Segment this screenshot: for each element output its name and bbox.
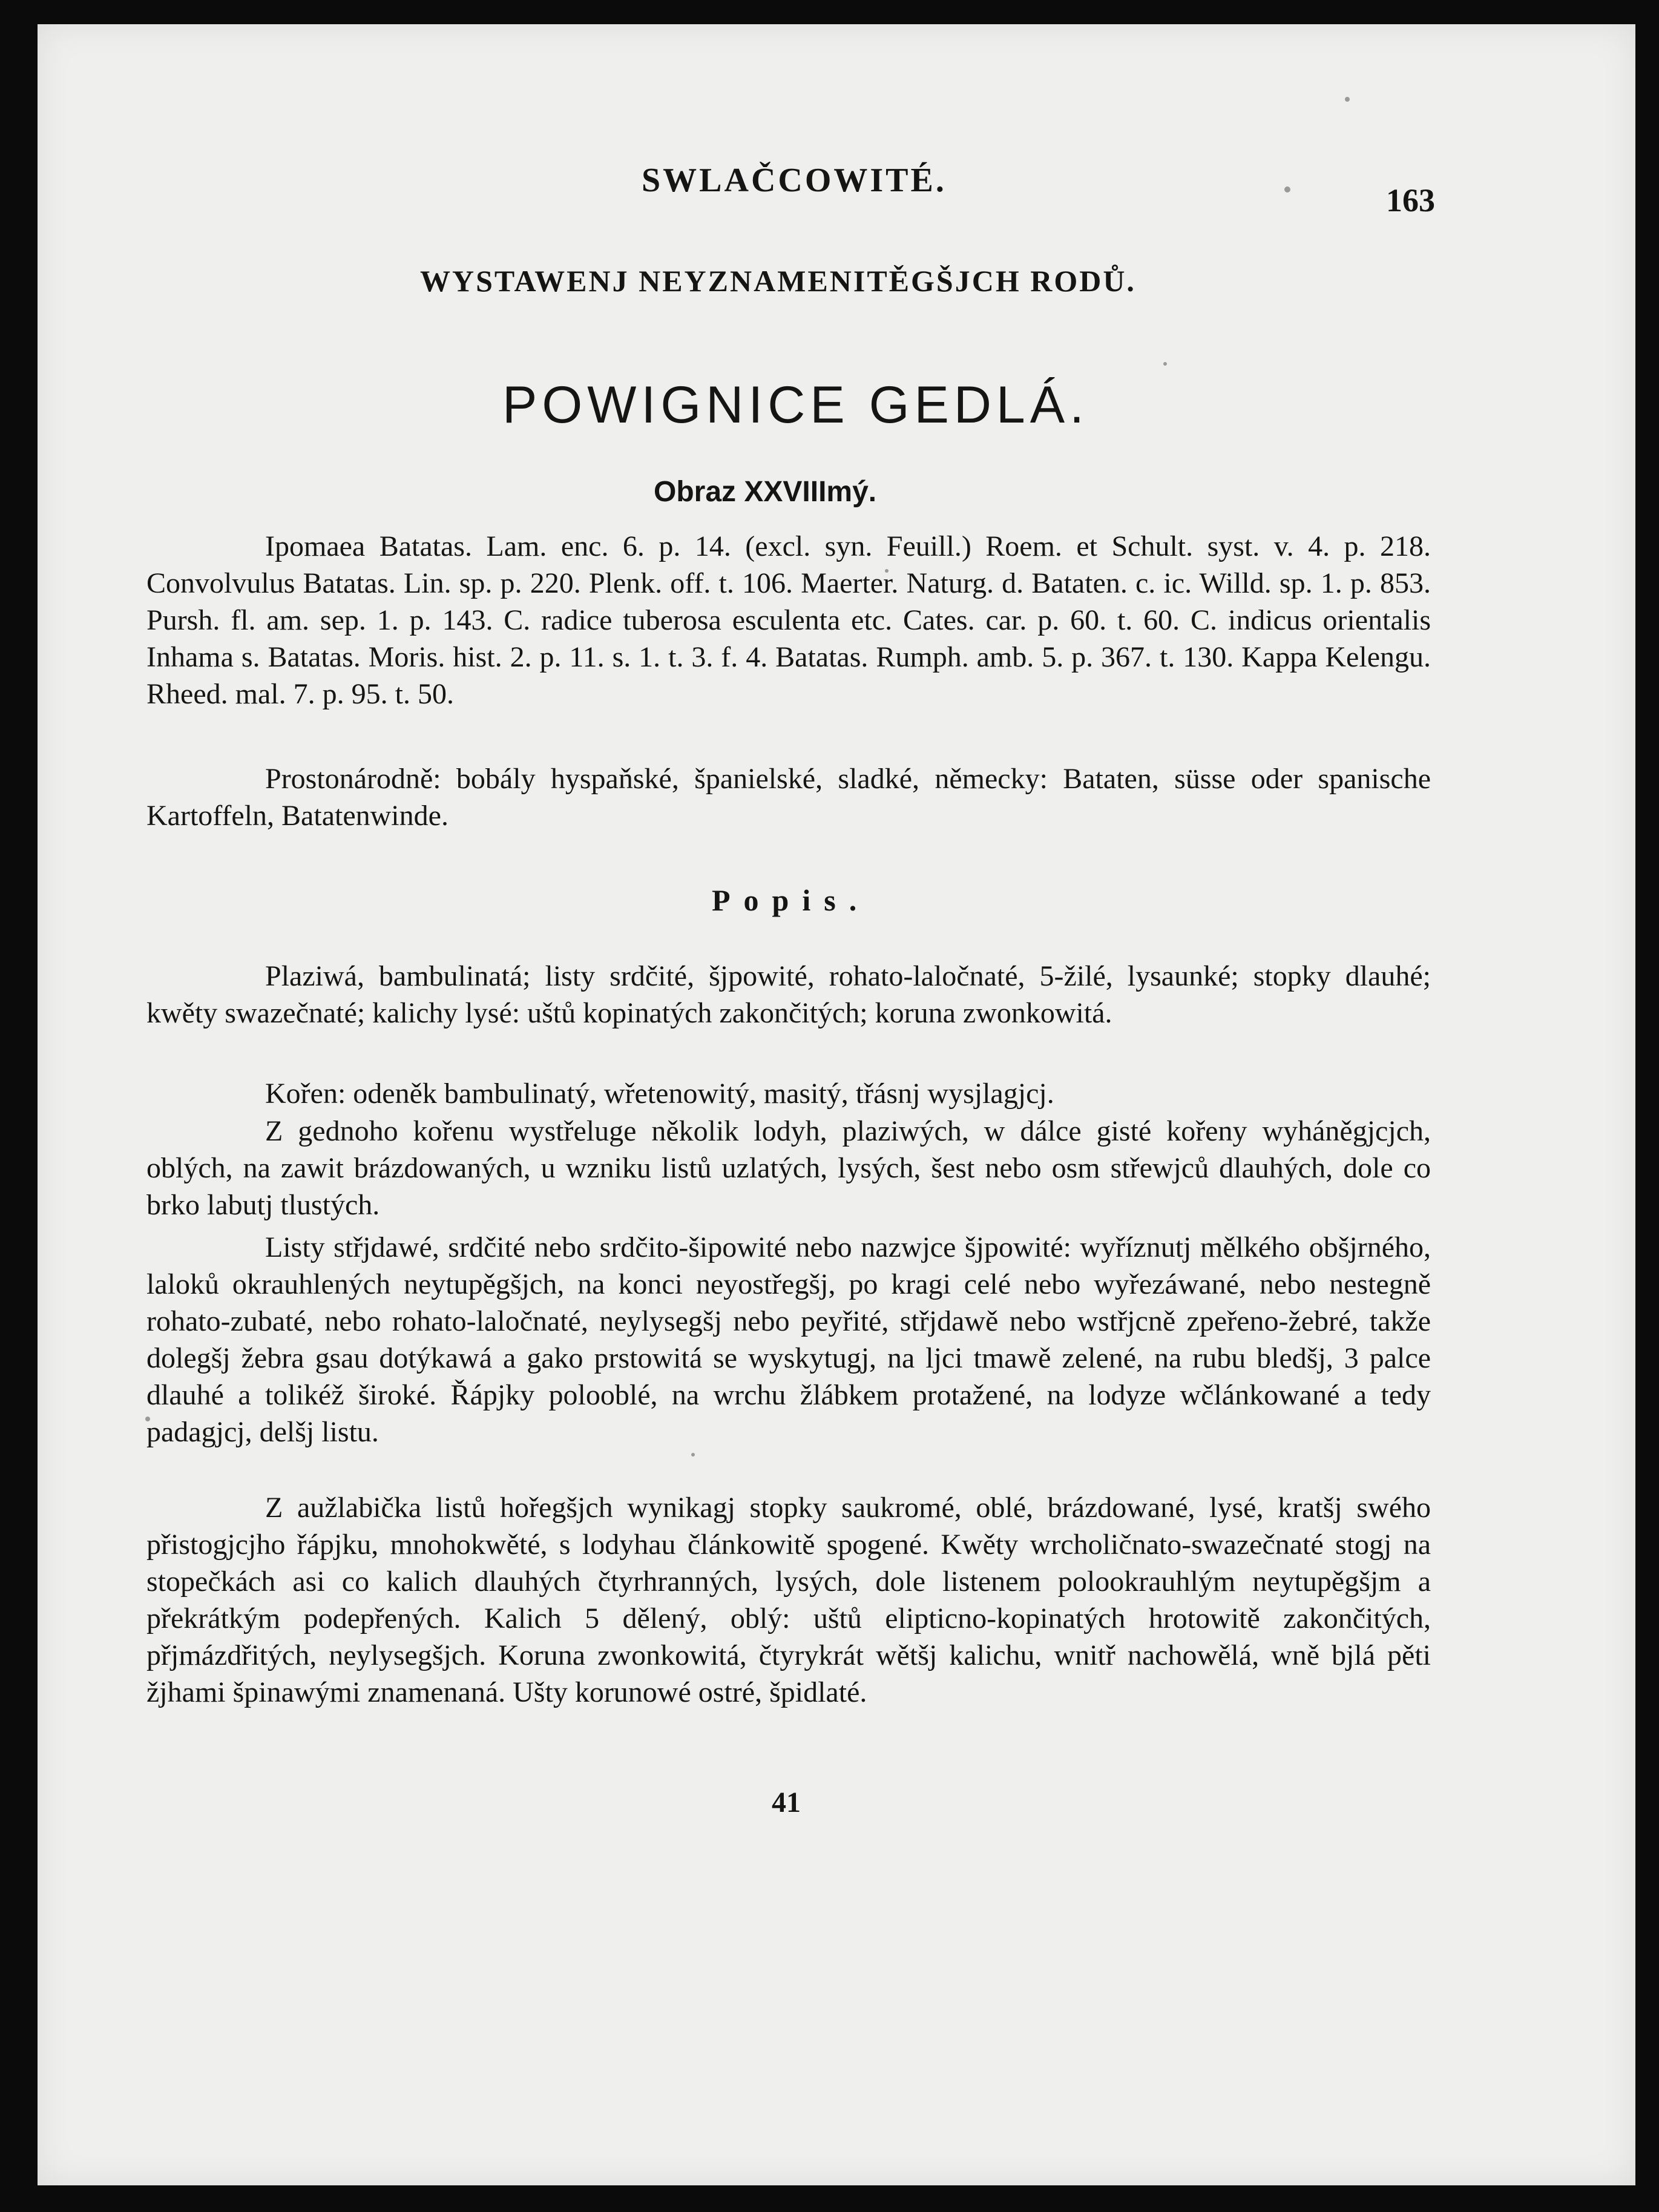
page-title: POWIGNICE GEDLÁ. [502,376,1089,434]
vernacular-names: Prostonárodně: bobály hyspaňské, španielské, sladké, německy: Bataten, süsse oder spanische Kartoffeln, Batatenwinde. [146,763,1431,832]
signature-mark: 41 [772,1786,801,1819]
running-head: SWLAČCOWITÉ. [642,162,947,199]
flowers-paragraph: Z aužlabička listů hořegšjch wynikagj stopky saukromé, oblé, brázdowané, lysé, kratšj swého přistogjcjho řápjku, mnohokwěté, s lodyhau článkowitě spogené. Kwěty wrcholičnato-swazečnaté stogj na stopečkách asi co kalich dlauhých čtyrhranných, lysých, dole listenem polookrauhlým neytupěgšjm a překrátkým podepřených. Kalich 5 dělený, oblý: uštů elipticno-kopinatých hrotowitě zakončitých, přjmázdřitých, neylysegšjch. Koruna zwonkowitá, čtyrykrát wětšj kalichu, wnitř nachowělá, wně bjlá pěti žjhami špinawými znamenaná. Ušty korunowé ostré, špidlaté. [146,1492,1431,1708]
leaves-paragraph: Listy střjdawé, srdčité nebo srdčito-šipowité nebo nazwjce šjpowité: wyříznutj mělkého obšjrného, laloků okrauhlených neytupěgšjch, na konci neyostřegšj, po kragi celé nebo wyřezáwané, nebo nestegně rohato-zubaté, nebo rohato-laločnaté, neylysegšj nebo peyřité, střjdawě nebo wstřjcně zpeřeno-žebré, takže dolegšj žebra gsau dotýkawá a gako prstowitá se wyskytugj, na ljci tmawě zelené, na rubu bledšj, 3 palce dlauhé a tolikéž široké. Řápjky polooblé, na wrchu žlábkem protažené, na lodyze wčlánkowané a tedy padagjcj, delšj listu. [146,1231,1431,1448]
root-paragraph: Kořen: odeněk bambulinatý, wřetenowitý, masitý, třásnj wysjlagjcj. [265,1078,1054,1110]
description-paragraph: Plaziwá, bambulinatá; listy srdčité, šjpowité, rohato-laločnaté, 5-žilé, lysaunké; stopky dlauhé; kwěty swazečnaté; kalichy lysé: uštů kopinatých zakončitých; koruna zwonkowitá. [146,960,1431,1029]
plate-label: Obraz XXVIIImý. [654,476,877,508]
description-heading: Popis. [712,883,870,917]
synonymy-paragraph: Ipomaea Batatas. Lam. enc. 6. p. 14. (excl. syn. Feuill.) Roem. et Schult. syst. v. 4. p. 218. Convolvulus Batatas. Lin. sp. p. 220. Plenk. off. t. 106. Maerter. Naturg. d. Bataten. c. ic. Willd. sp. 1. p. 853. Pursh. fl. am. sep. 1. p. 143. C. radice tuberosa esculenta etc. Cates. car. p. 60. t. 60. C. indicus orientalis Inhama s. Batatas. Moris. hist. 2. p. 11. s. 1. t. 3. f. 4. Batatas. Rumph. amb. 5. p. 367. t. 130. Kappa Kelengu. Rheed. mal. 7. p. 95. t. 50. [146,530,1431,710]
page-number: 163 [1386,182,1435,219]
stem-paragraph: Z gednoho kořenu wystřeluge několik lodyh, plaziwých, w dálce gisté kořeny wyháněgjcjch, oblých, na zawit brázdowaných, u wzniku listů uzlatých, lysých, šest nebo osm střewjců dlauhých, dole co brko labutj tlustých. [146,1115,1431,1221]
section-heading: WYSTAWENJ NEYZNAMENITĚGŠJCH RODŮ. [420,264,1136,298]
